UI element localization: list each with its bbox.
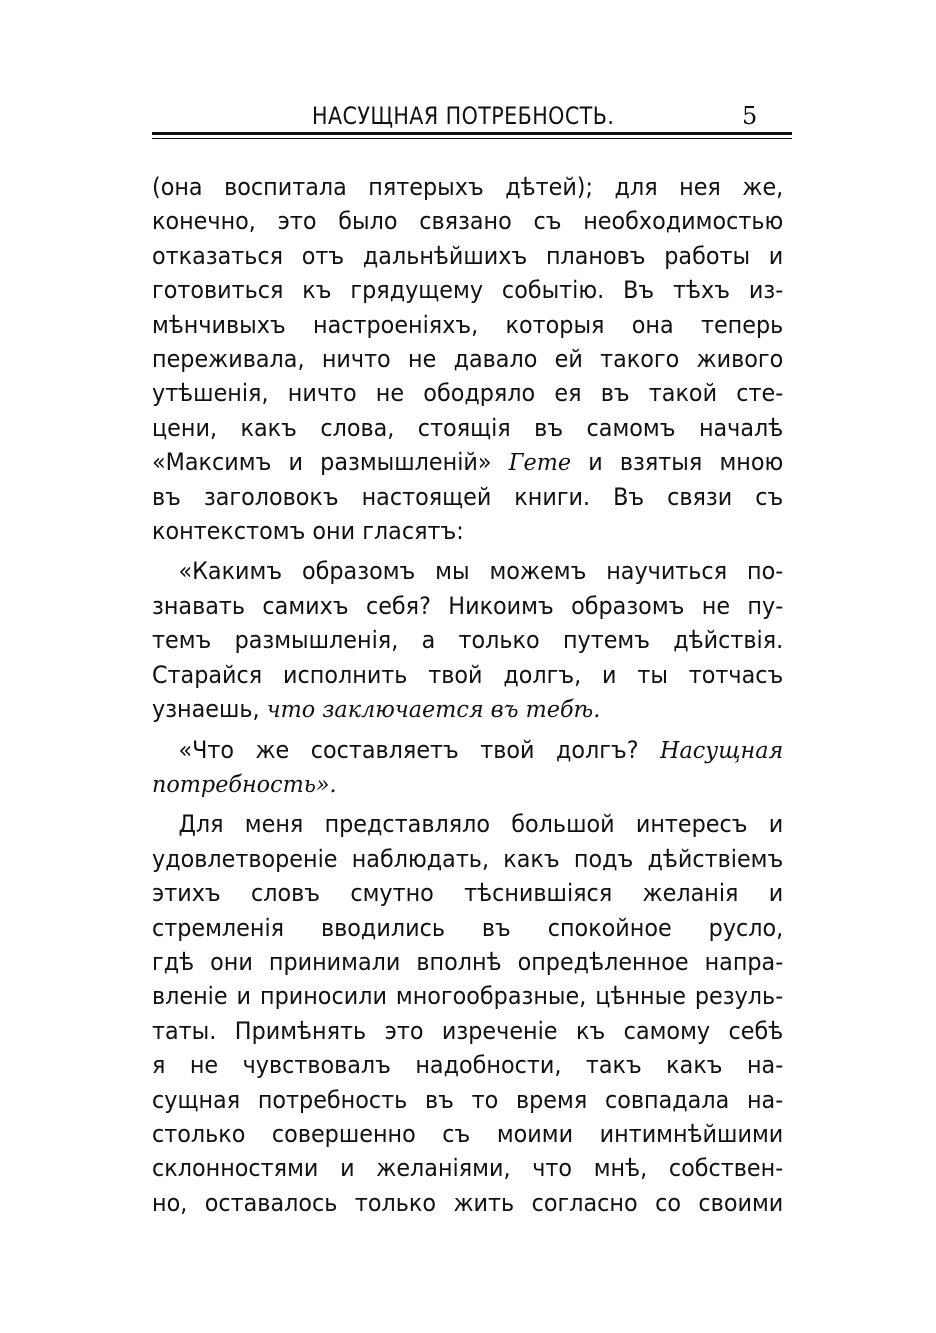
text-line: въ заголовокъ настоящей книги. Въ связи съ	[152, 482, 784, 511]
text-line: (она воспитала пятерыхъ дѣтей); для нея же,	[152, 173, 784, 201]
text-line: цени, какъ слова, стоящія въ самомъ началѣ	[152, 413, 784, 442]
running-title: НАСУЩНАЯ ПОТРЕБНОСТЬ.	[312, 102, 615, 130]
text-span: «Максимъ и размышленій»	[152, 448, 492, 477]
text-line: удовлетвореніе наблюдать, какъ подъ дѣйствіемъ	[152, 844, 784, 873]
text-line: но, оставалось только жить согласно со своими	[152, 1188, 784, 1217]
text-line: мѣнчивыхъ настроеніяхъ, которыя она теперь	[152, 310, 784, 339]
text-line: столько совершенно съ моими интимнѣйшими	[152, 1119, 784, 1148]
quote-line	[152, 692, 783, 726]
running-header	[152, 96, 792, 136]
italic-phrase: Насущная	[660, 735, 784, 764]
text-line	[152, 445, 783, 479]
text-line: утѣшенія, ничто не ободряло ея въ такой сте-	[152, 379, 784, 408]
text-line: гдѣ они принимали вполнѣ опредѣленное напра-	[152, 947, 784, 976]
italic-phrase: что заключается въ тебѣ.	[266, 695, 601, 724]
text-line: контекстомъ они гласятъ:	[152, 517, 464, 546]
text-line: готовиться къ грядущему событію. Въ тѣхъ из-	[152, 276, 784, 305]
quote-line: «Какимъ образомъ мы можемъ научиться по-	[178, 557, 784, 586]
text-line: Для меня представляло большой интересъ и	[178, 810, 784, 839]
quote-line: темъ размышленія, а только путемъ дѣйствія.	[152, 626, 784, 655]
header-rule-thin	[152, 138, 792, 139]
italic-phrase: потребность».	[152, 769, 337, 798]
text-line: таты. Примѣнять это изреченіе къ самому себѣ	[152, 1016, 784, 1045]
quote-line: Старайся исполнить твой долгъ, и ты тотчасъ	[152, 660, 784, 689]
text-line: переживала, ничто не давало ей такого живого	[152, 345, 784, 374]
author-name: Гете	[508, 448, 572, 477]
text-span: узнаешь,	[152, 695, 260, 724]
text-line: отказаться отъ дальнѣйшихъ плановъ работы и	[152, 241, 784, 270]
text-line: стремленія вводились въ спокойное русло,	[152, 913, 784, 942]
header-rule-thick	[152, 132, 792, 135]
text-line: вленіе и приносили многообразные, цѣнные резуль-	[152, 982, 784, 1011]
text-line: я не чувствовалъ надобности, такъ какъ на-	[152, 1051, 784, 1080]
body-text	[152, 170, 784, 1220]
text-line: этихъ словъ смутно тѣснившіяся желанія и	[152, 879, 784, 908]
text-line: сущная потребность въ то время совпадала на-	[152, 1085, 784, 1114]
text-line: склонностями и желаніями, что мнѣ, собствен-	[152, 1154, 784, 1183]
quote-line: знавать самихъ себя? Никоимъ образомъ не пу-	[152, 591, 784, 620]
text-span: и взятыя мною	[588, 448, 784, 477]
quote-line	[152, 767, 783, 801]
quote-line	[152, 733, 783, 767]
text-line: конечно, это было связано съ необходимостью	[152, 207, 784, 236]
page-number: 5	[742, 102, 758, 130]
text-span: «Что же составляетъ твой долгъ?	[178, 735, 639, 764]
